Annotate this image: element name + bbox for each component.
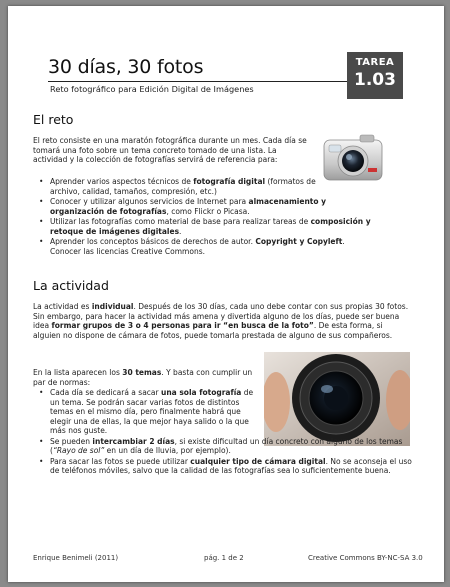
rules-list [33, 388, 413, 477]
footer-page-number: pág. 1 de 2 [204, 554, 244, 562]
page-title: 30 días, 30 fotos [48, 56, 204, 78]
actividad-paragraph: La actividad es individual. Después de los 30 días, cada uno debe contar con sus propias 30 fotos. Sin embargo, para hacer la actividad más amena y divertida alguno de los días, puede ser buena idea formar grupos de 3 o 4 personas para ir “en busca de la foto”. De esta forma, si alguien no dispone de cámara de fotos, puede tomarla prestada de alguno de sus compañeros. [33, 302, 409, 340]
list-item: • Cada día se dedicará a sacar una sola fotografía de un tema. Se podrán sacar varias fotos de distintos temas en el mismo día, pero finalmente habrá que elegir una de ellas, la que mejor haya salido o la que más nos guste. [33, 388, 254, 436]
footer-license: Creative Commons BY-NC-SA 3.0 [308, 554, 423, 562]
task-badge [347, 52, 403, 99]
section-heading-reto: El reto [33, 112, 74, 127]
list-item: • Para sacar las fotos se puede utilizar cualquier tipo de cámara digital. No se aconseja el uso de teléfonos móviles, salvo que la calidad de las fotografías sea lo suficientemente buena. [33, 457, 413, 476]
task-number: 1.03 [354, 70, 396, 90]
section-heading-actividad: La actividad [33, 278, 109, 293]
list-item: • Conocer y utilizar algunos servicios de Internet para almacenamiento y organización de fotografías, como Flickr o Picasa. [33, 197, 378, 216]
footer-author: Enrique Benimeli (2011) [33, 554, 119, 562]
page-subtitle: Reto fotográfico para Edición Digital de Imágenes [50, 84, 254, 94]
list-item: • Se pueden intercambiar 2 días, si existe dificultad un día concreto con alguno de los temas (“Rayo de sol” en un día de lluvia, por ejemplo). [33, 437, 413, 456]
reto-list [33, 177, 378, 257]
list-item: • Aprender los conceptos básicos de derechos de autor. Copyright y Copyleft. Conocer las licencias Creative Commons. [33, 237, 378, 256]
title-rule [48, 81, 350, 82]
document-page [8, 6, 444, 582]
list-item: • Aprender varios aspectos técnicos de fotografía digital (formatos de archivo, calidad, tamaños, compresión, etc.) [33, 177, 320, 196]
compact-camera-icon [320, 126, 386, 188]
temas-paragraph: En la lista aparecen los 30 temas. Y basta con cumplir un par de normas: [33, 368, 253, 387]
task-label: TAREA [355, 57, 395, 68]
list-item: • Utilizar las fotografías como material de base para realizar tareas de composición y retoque de imágenes digitales. [33, 217, 378, 236]
reto-intro: El reto consiste en una maratón fotográfica durante un mes. Cada día se tomará una foto sobre un tema concreto tomado de una lista. La actividad y la colección de fotografías servirá de referencia para: [33, 136, 307, 164]
